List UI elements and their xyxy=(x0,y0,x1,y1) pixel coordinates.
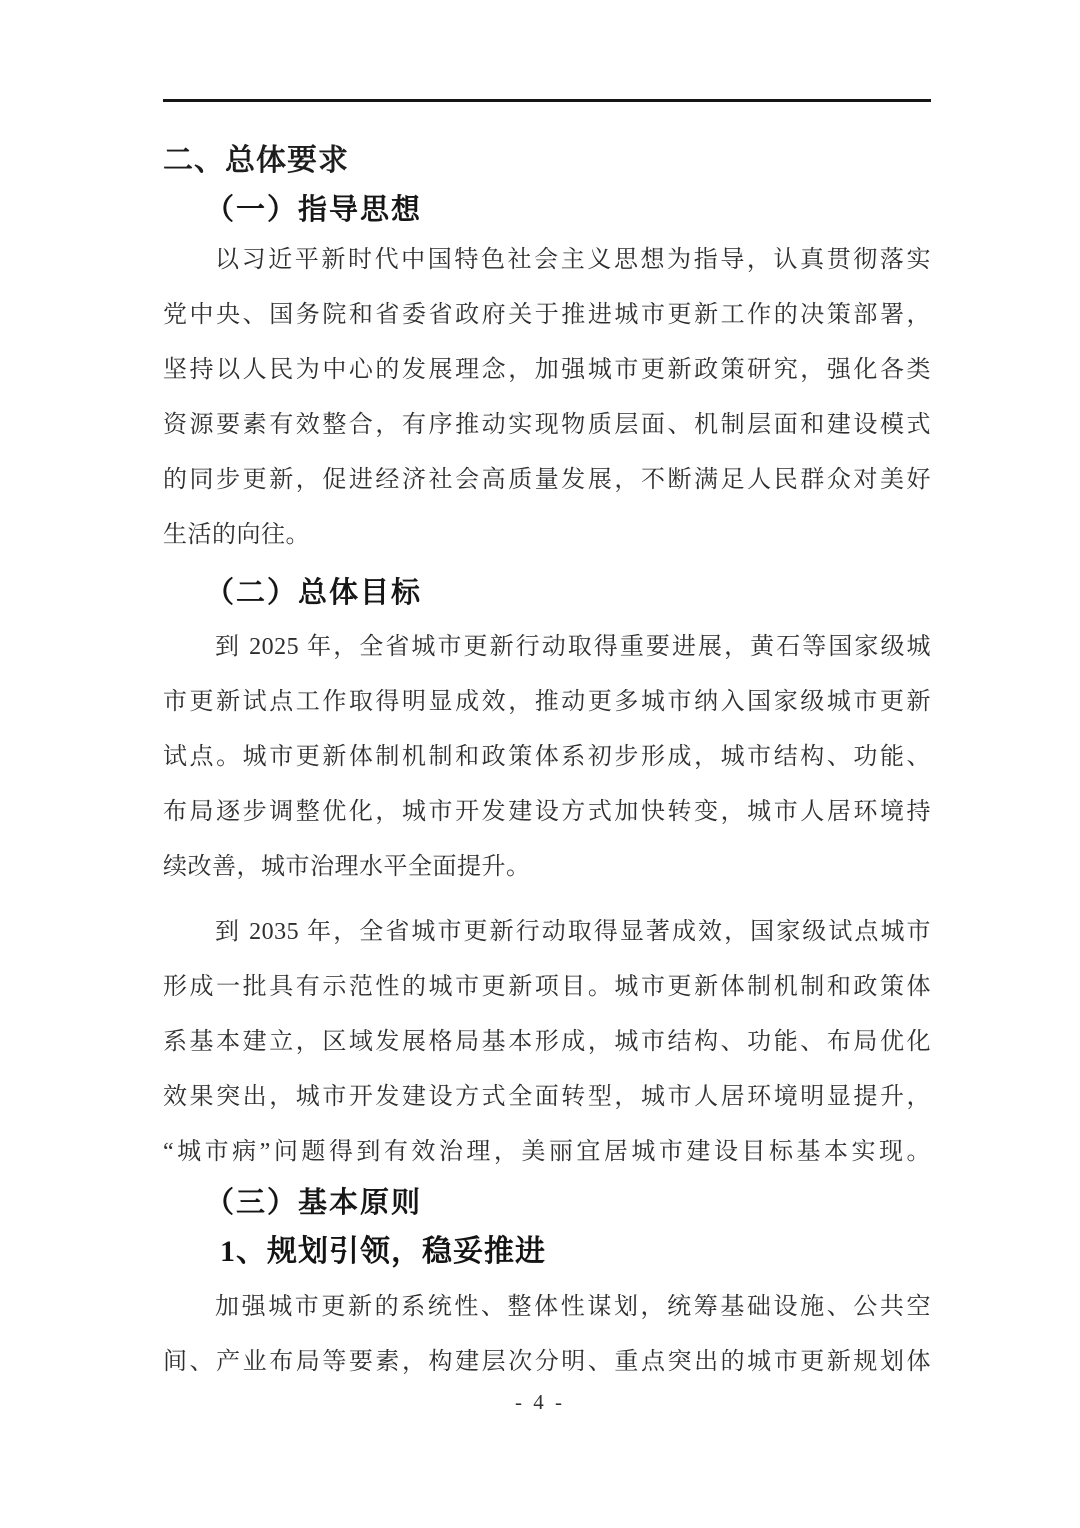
paragraph-line: 党中央、国务院和省委省政府关于推进城市更新工作的决策部署， xyxy=(163,302,931,328)
paragraph-line: 的同步更新，促进经济社会高质量发展，不断满足人民群众对美好 xyxy=(163,467,931,493)
paragraph-line: 到 2025 年，全省城市更新行动取得重要进展，黄石等国家级城 xyxy=(215,634,931,660)
paragraph-line: 资源要素有效整合，有序推动实现物质层面、机制层面和建设模式 xyxy=(163,412,931,438)
header-rule xyxy=(163,99,931,102)
paragraph-line: 到 2035 年，全省城市更新行动取得显著成效，国家级试点城市 xyxy=(215,919,931,945)
section-heading: 二、总体要求 xyxy=(163,144,349,177)
paragraph-line: 试点。城市更新体制机制和政策体系初步形成，城市结构、功能、 xyxy=(163,744,931,770)
paragraph-goal-2035 xyxy=(163,905,931,1180)
paragraph-line: 续改善，城市治理水平全面提升。 xyxy=(163,854,531,880)
paragraph-line: 系基本建立，区域发展格局基本形成，城市结构、功能、布局优化 xyxy=(163,1029,931,1055)
subsection-heading-overall-goals: （二）总体目标 xyxy=(205,577,423,609)
paragraph-line: 布局逐步调整优化，城市开发建设方式加快转变，城市人居环境持 xyxy=(163,799,931,825)
paragraph-line: 市更新试点工作取得明显成效，推动更多城市纳入国家级城市更新 xyxy=(163,689,931,715)
paragraph-line: 形成一批具有示范性的城市更新项目。城市更新体制机制和政策体 xyxy=(163,974,931,1000)
paragraph-line: “城市病”问题得到有效治理，美丽宜居城市建设目标基本实现。 xyxy=(163,1139,931,1165)
paragraph-guiding-ideology xyxy=(163,233,931,563)
paragraph-line: 加强城市更新的系统性、整体性谋划，统筹基础设施、公共空 xyxy=(215,1294,931,1320)
paragraph-line: 坚持以人民为中心的发展理念，加强城市更新政策研究，强化各类 xyxy=(163,357,931,383)
paragraph-planning-leadership xyxy=(163,1280,931,1390)
subsection-heading-basic-principles: （三）基本原则 xyxy=(205,1187,423,1219)
paragraph-line: 生活的向往。 xyxy=(163,522,310,548)
principle-heading-planning-leadership: 1、规划引领，稳妥推进 xyxy=(220,1235,546,1268)
paragraph-line: 效果突出，城市开发建设方式全面转型，城市人居环境明显提升， xyxy=(163,1084,931,1110)
paragraph-goal-2025 xyxy=(163,620,931,895)
subsection-heading-guiding-ideology: （一）指导思想 xyxy=(205,194,423,226)
paragraph-line: 间、产业布局等要素，构建层次分明、重点突出的城市更新规划体 xyxy=(163,1349,931,1375)
paragraph-line: 以习近平新时代中国特色社会主义思想为指导，认真贯彻落实 xyxy=(215,247,931,273)
page-number: - 4 - xyxy=(515,1390,565,1414)
